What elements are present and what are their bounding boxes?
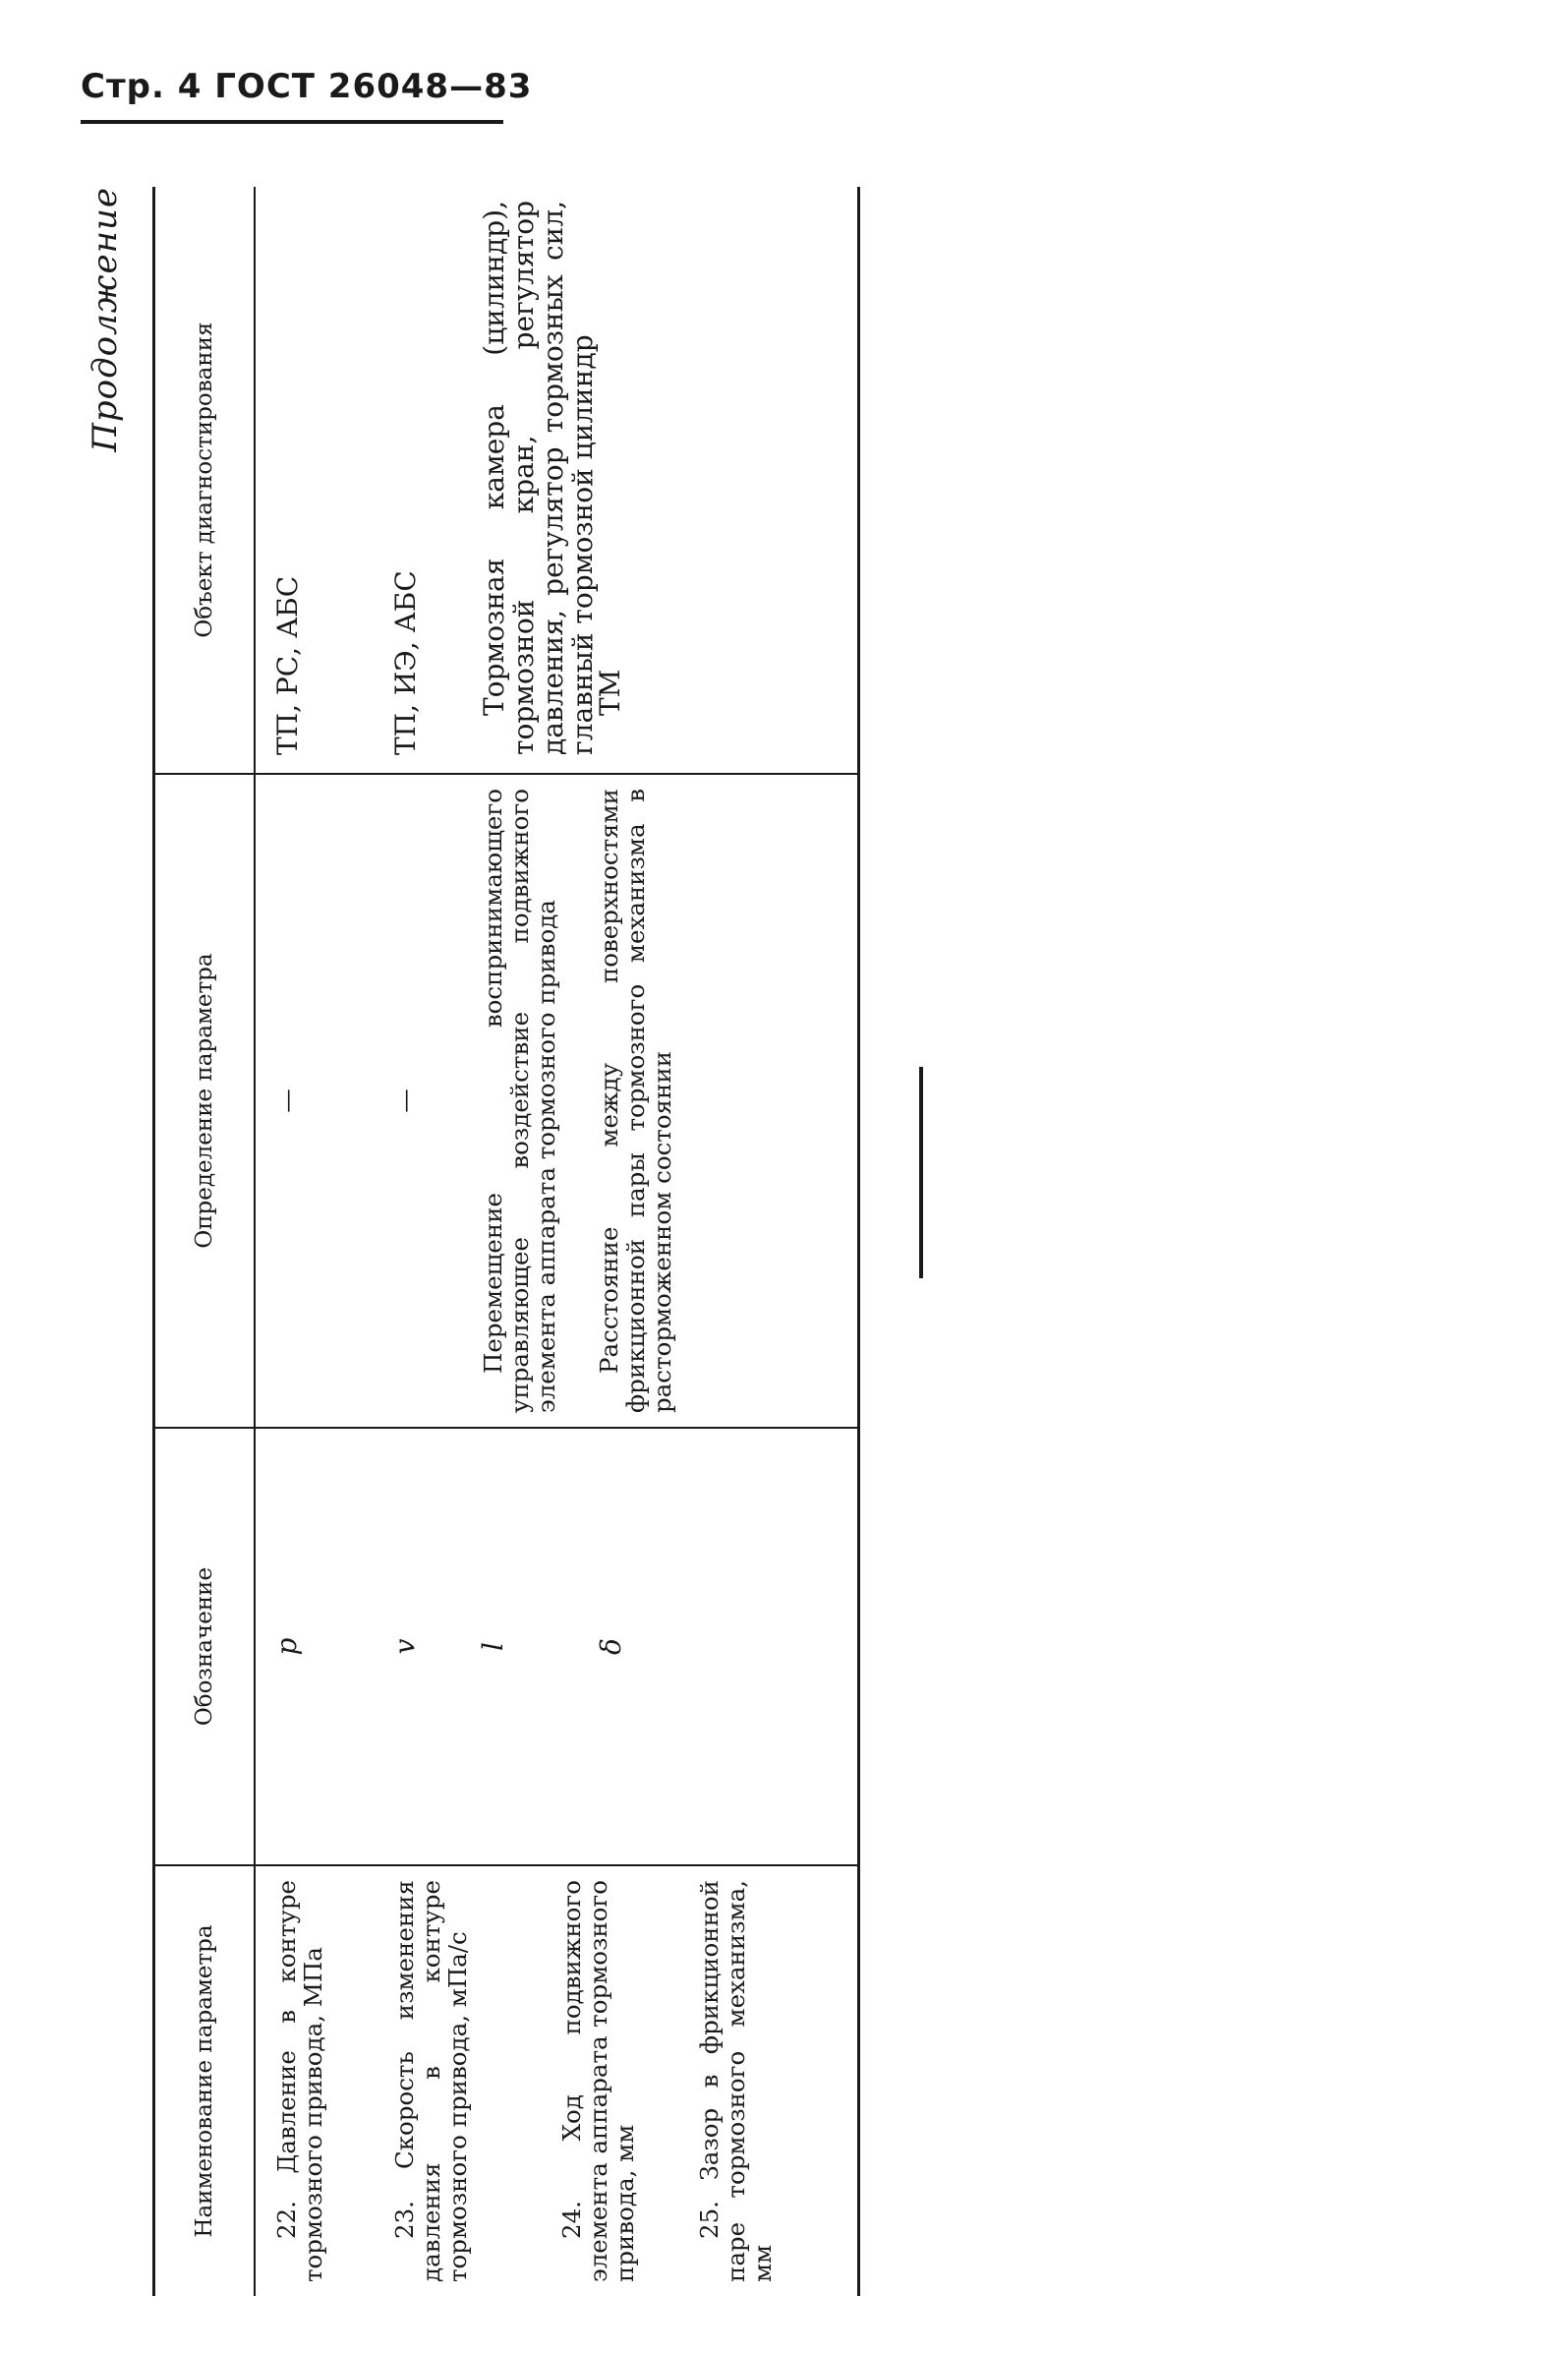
- column-header-definition: Определение параметра: [154, 774, 256, 1428]
- rotated-page-body: [86, 187, 988, 2296]
- param-name-23: 23. Скорость изменения давления в контуре тормозного привода, мПа/с: [390, 1880, 472, 2282]
- center-separator-line: [919, 1067, 923, 1278]
- column-header-name: Наименование параметра: [154, 1865, 256, 2296]
- param-symbol-25: δ: [595, 1638, 627, 1655]
- diag-object-22: ТП, РС, АБС: [271, 575, 304, 755]
- column-header-symbol: Обозначение: [154, 1428, 256, 1865]
- param-name-25: 25. Зазор в фрикционной паре тормозного механизма, мм: [695, 1880, 777, 2282]
- param-symbol-24: l: [477, 1642, 509, 1651]
- cell-definitions: [255, 774, 859, 1428]
- param-name-22: 22. Давление в контуре тормозного привода, МПа: [272, 1880, 327, 2282]
- cell-objects: [255, 187, 859, 774]
- parameters-table: [152, 187, 860, 2296]
- column-header-object: Объект диагностирования: [154, 187, 256, 774]
- param-definition-25: Расстояние между поверхностями фрикционной пары тормозного механизма в расторможенном состоянии: [595, 789, 676, 1413]
- param-definition-22: —: [272, 1089, 301, 1113]
- param-symbol-23: v: [388, 1638, 421, 1655]
- table-row-body: [255, 187, 859, 2296]
- diag-object-25: ТМ: [594, 669, 626, 716]
- param-definition-24: Перемещение воспринимающего управляющее воздействие подвижного элемента аппарата тормозного привода: [479, 789, 560, 1413]
- param-name-24: 24. Ход подвижного элемента аппарата тормозного привода, мм: [557, 1880, 639, 2282]
- cell-names: [255, 1865, 859, 2296]
- diag-object-23: ТП, ИЭ, АБС: [389, 570, 422, 755]
- cell-symbols: [255, 1428, 859, 1865]
- page-header: [81, 67, 532, 106]
- standard-number: ГОСТ 26048—83: [214, 67, 533, 106]
- page-number: Стр. 4: [81, 67, 203, 106]
- header-rule: [81, 120, 503, 124]
- table-header-row: [154, 187, 256, 2296]
- param-symbol-22: p: [270, 1637, 303, 1656]
- param-definition-23: —: [390, 1089, 419, 1113]
- diag-object-24: Тормозная камера (цилиндр), тормозной кран, регулятор давления, регулятор тормозных сил, главный тормозной цилиндр: [478, 201, 599, 755]
- continuation-label: Продолжение: [86, 187, 125, 452]
